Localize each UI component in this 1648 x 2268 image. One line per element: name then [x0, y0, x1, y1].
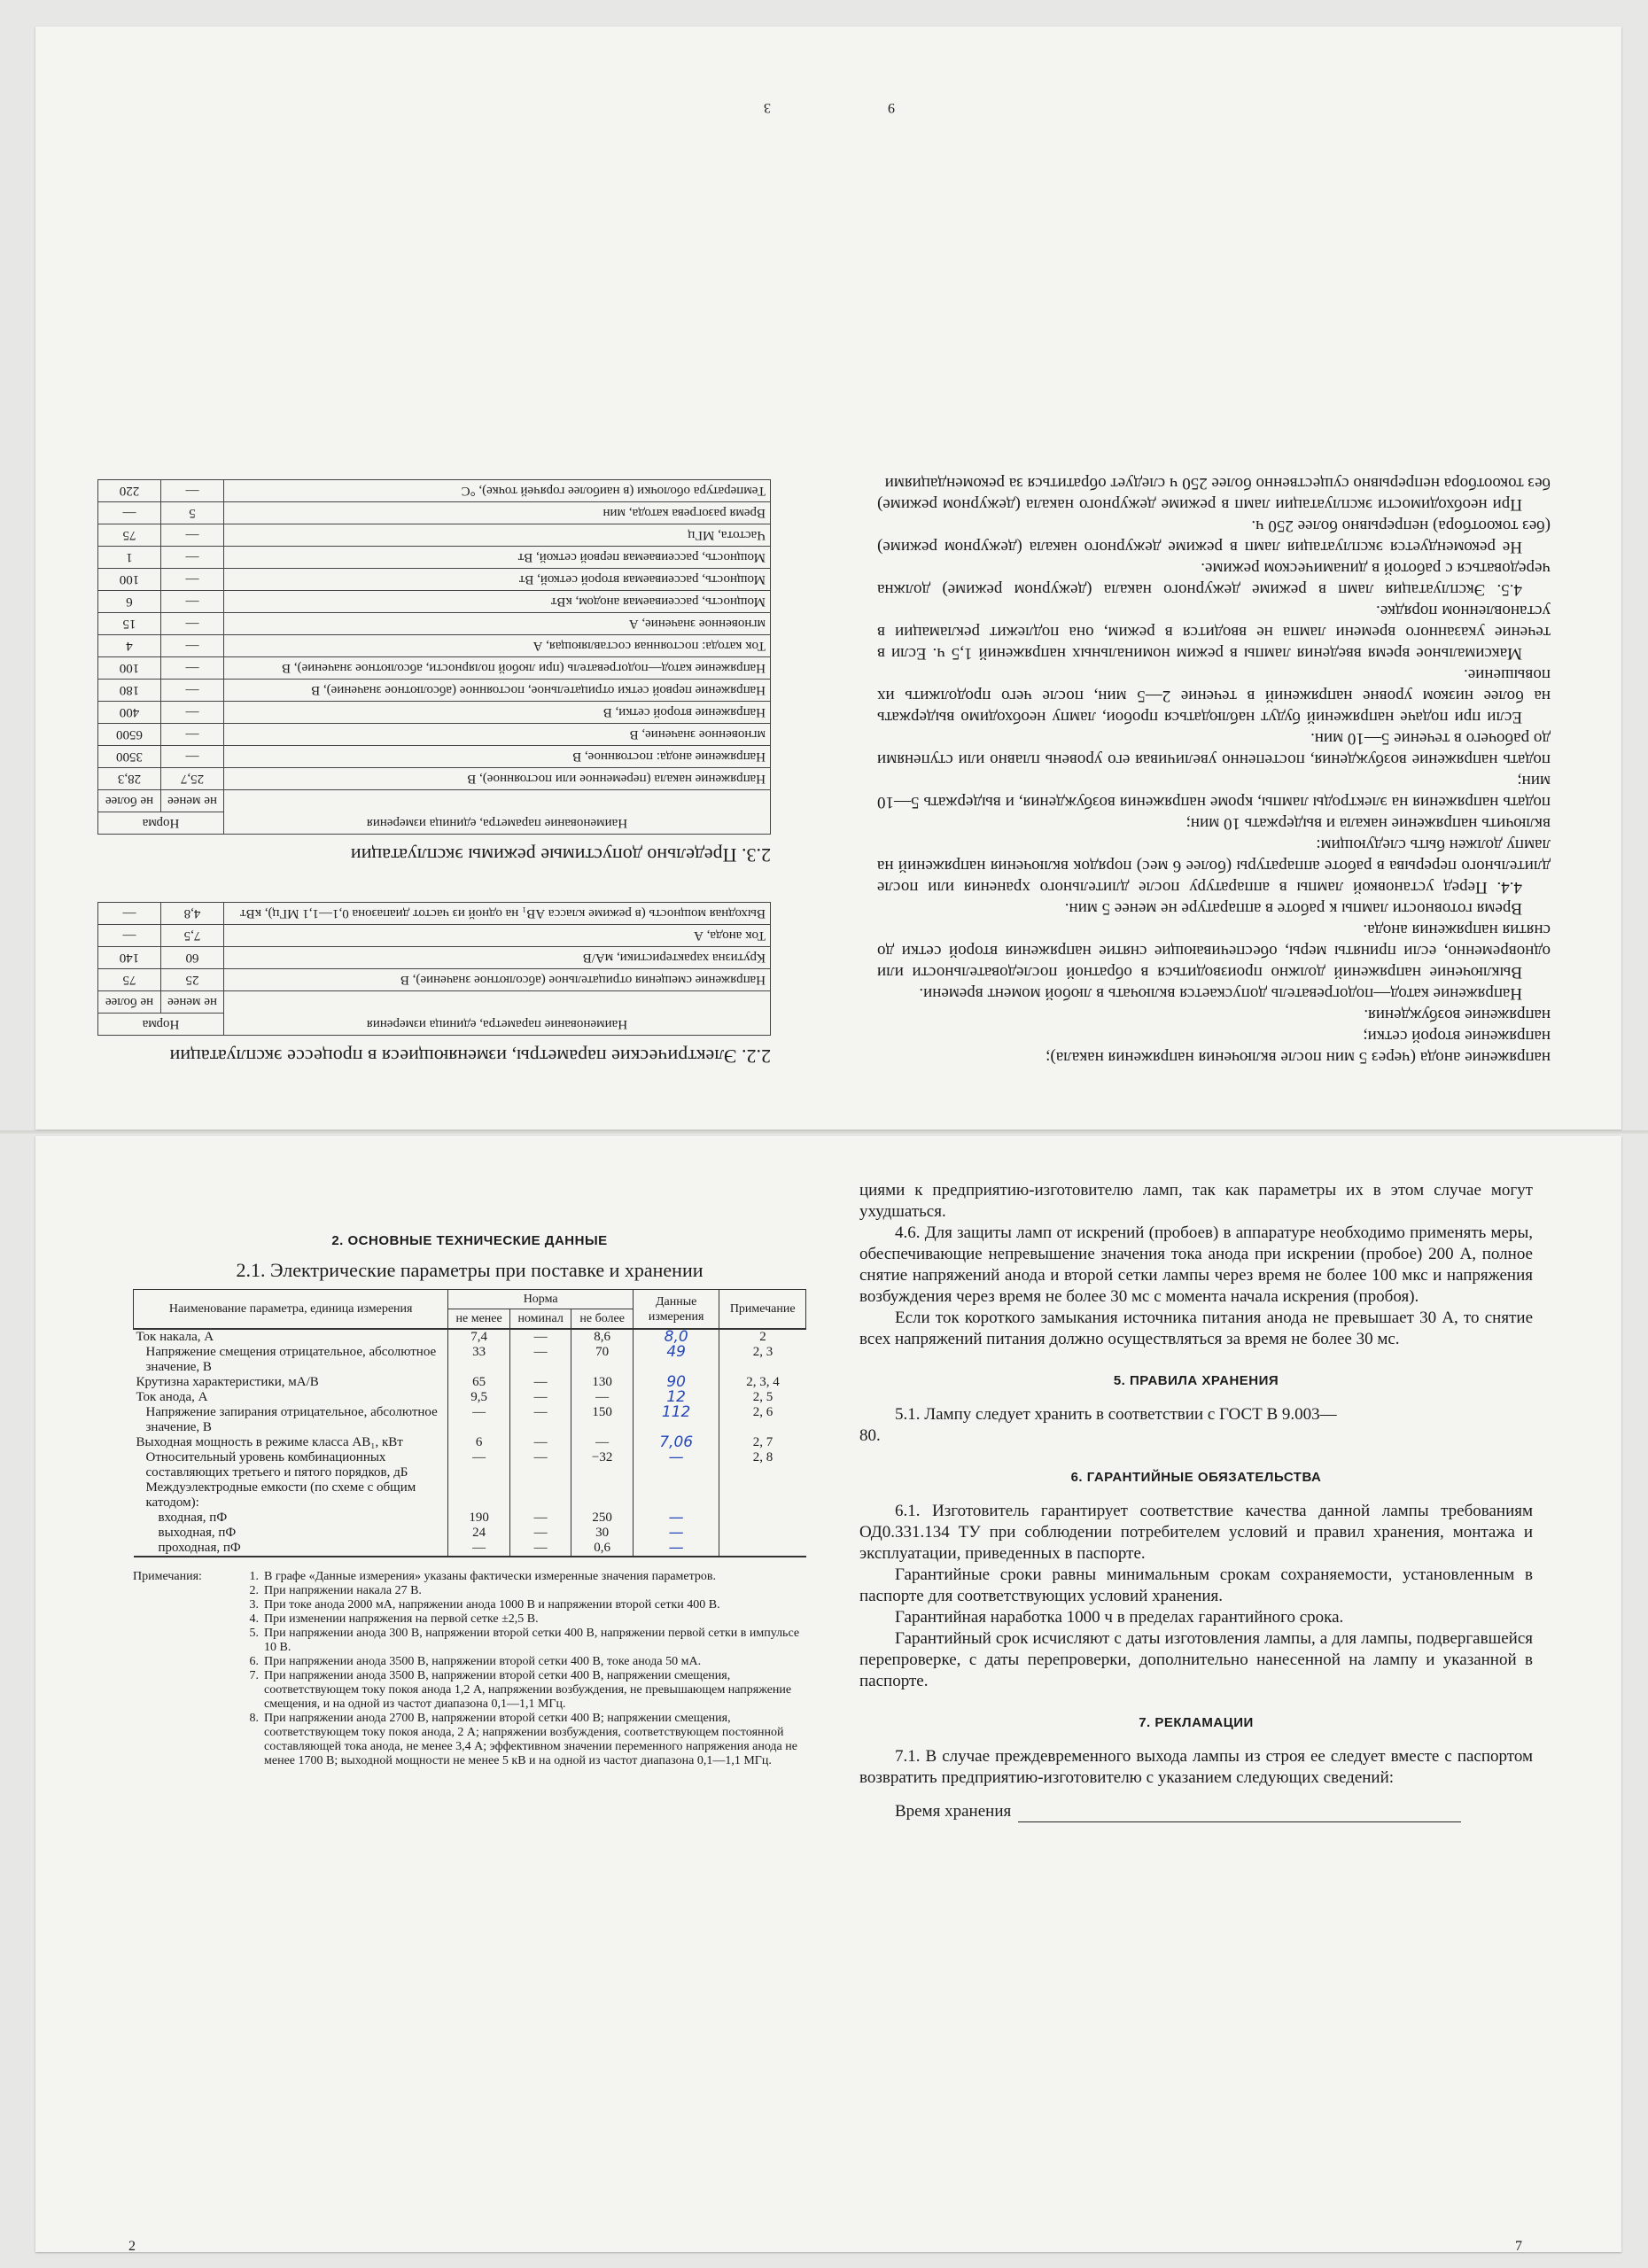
table-row	[98, 591, 771, 613]
value-max: 75	[98, 969, 161, 991]
value-nominal: —	[509, 1511, 571, 1526]
notes-label-spacer	[133, 1598, 239, 1612]
value-max: 220	[98, 480, 161, 502]
notes-block	[133, 1570, 806, 1768]
page-9-paragraph: подать напряжения на электроды лампы, кроме напряжения возбуждения, и выдержать 5—10 мин;	[877, 772, 1551, 812]
value-nominal: —	[509, 1435, 571, 1450]
value-max: 15	[98, 613, 161, 635]
value-max: 1	[98, 547, 161, 569]
section-5-title: 5. ПРАВИЛА ХРАНЕНИЯ	[1113, 1373, 1279, 1388]
measured-value: 8,0	[633, 1329, 719, 1345]
param-name: Ток катода: постоянная составляющая, А	[224, 635, 771, 657]
section-7-title: 7. РЕКЛАМАЦИИ	[1139, 1715, 1254, 1730]
note-number: 7.	[249, 1669, 259, 1682]
page-9-paragraph: Не рекомендуется эксплуатация ламп в режиме дежурного накала (дежурном режиме) (без токоотбора) непрерывно более 250 ч.	[877, 517, 1551, 556]
param-name: Напряжение катод—подогреватель (при любой полярности, абсолютное значение), В	[224, 657, 771, 680]
measured-value: —	[633, 1450, 719, 1480]
note-item	[133, 1584, 806, 1598]
page-9-paragraph: Напряжение катод—подогреватель допускается включать в любой момент времени.	[919, 984, 1522, 1003]
note-item	[133, 1712, 806, 1768]
table-row	[134, 1390, 806, 1405]
note-item	[133, 1570, 806, 1584]
param-name: Напряжение анода: постоянное, В	[224, 746, 771, 768]
note-number: 2.	[249, 1584, 259, 1597]
note-text: При изменении напряжения на первой сетке ±2,5 В.	[264, 1612, 539, 1626]
note-ref: 2	[719, 1329, 806, 1345]
note-item	[133, 1669, 806, 1712]
value-nominal: —	[509, 1390, 571, 1405]
value-min: 4,8	[161, 903, 224, 925]
page-number-3: 3	[764, 100, 771, 115]
value-max: 70	[571, 1345, 634, 1375]
note-item	[133, 1655, 806, 1669]
note-text: При напряжении анода 3500 В, напряжении второй сетки 400 В, токе анода 50 мА.	[264, 1655, 702, 1668]
table-row	[98, 702, 771, 724]
value-min: —	[161, 524, 224, 547]
value-max: —	[571, 1390, 634, 1405]
section-2-3-title: 2.3. Предельно допустимые режимы эксплуатации	[350, 844, 771, 866]
value-nominal: —	[509, 1526, 571, 1541]
param-name: Выходная мощность в режиме класса АВ₁, кВт	[136, 1435, 403, 1449]
table-2-2	[97, 902, 771, 1036]
param-name: мгновенное значение, А	[224, 613, 771, 635]
value-nominal	[509, 1480, 571, 1511]
param-name: Ток накала, А	[134, 1329, 448, 1345]
table-row	[98, 613, 771, 635]
value-max: 6500	[98, 724, 161, 746]
th-max: не более	[98, 991, 161, 1014]
table-row	[134, 1375, 806, 1390]
value-nominal: —	[509, 1345, 571, 1375]
notes-label-spacer	[133, 1612, 239, 1627]
page-number-9: 9	[888, 100, 895, 115]
page-9-paragraph: Максимальное время введения лампы в режим номинальных напряжений 1,5 ч. Если в течение указанного времени лампа не вводится в режим, она подлежит рекламации в установленном порядке.	[877, 602, 1551, 663]
th21-measured: Данные измерения	[633, 1290, 719, 1330]
note-ref: 2, 3	[719, 1345, 806, 1375]
table-row	[134, 1405, 806, 1435]
value-min: —	[161, 547, 224, 569]
note-item	[133, 1598, 806, 1612]
value-min: —	[161, 657, 224, 680]
value-max: 180	[98, 680, 161, 702]
page-9-paragraph: Выключение напряжений должно производиться в обратной последовательности или одновременно, если приняты меры, обеспечивающие снятие напряжения второй сетки до снятия напряжения анода.	[877, 920, 1551, 982]
value-max: 75	[98, 524, 161, 547]
value-max: —	[98, 925, 161, 947]
paragraph-5-1: 5.1. Лампу следует хранить в соответствии с ГОСТ В 9.003—80.	[859, 1405, 1337, 1445]
page-9-paragraph: включить напряжение накала и выдержать 10 мин;	[1185, 814, 1551, 833]
value-max: —	[571, 1435, 634, 1450]
value-nominal: —	[509, 1541, 571, 1557]
param-name: входная, пФ	[158, 1511, 228, 1525]
table-row	[98, 569, 771, 591]
page-9-paragraph: напряжение второй сетки;	[1363, 1027, 1551, 1045]
measured-value: 49	[633, 1345, 719, 1375]
param-name: Время разогрева катода, мин	[224, 502, 771, 524]
note-ref	[719, 1541, 806, 1557]
storage-time-blank	[1018, 1821, 1461, 1822]
value-min: —	[161, 724, 224, 746]
value-max: 30	[571, 1526, 634, 1541]
th-min: не менее	[161, 991, 224, 1014]
value-min: 7,5	[161, 925, 224, 947]
table-row	[134, 1345, 806, 1375]
note-number: 5.	[249, 1627, 259, 1640]
note-text: При напряжении анода 3500 В, напряжении второй сетки 400 В, напряжении смещения, соответствующем току покоя анода 1,2 А, напряжении возбуждения, не превышающем напряжение смещения, и на одной из частот диапазона 0,1—1,1 МГц.	[264, 1669, 792, 1711]
paragraph-7-1: 7.1. В случае преждевременного выхода лампы из строя ее следует вместе с паспортом возвратить предприятию-изготовителю с указанием следующих сведений:	[859, 1747, 1533, 1787]
table-row	[98, 969, 771, 991]
table-row	[134, 1526, 806, 1541]
value-max: 150	[571, 1405, 634, 1435]
th21-note: Примечание	[719, 1290, 806, 1330]
notes-label-spacer	[133, 1669, 239, 1712]
table-row	[134, 1511, 806, 1526]
param-name: Напряжение первой сетки отрицательное, постоянное (абсолютное значение), В	[224, 680, 771, 702]
measured-value: —	[633, 1541, 719, 1557]
value-max: —	[98, 903, 161, 925]
note-ref: 2, 5	[719, 1390, 806, 1405]
page-9-paragraph: подать напряжение возбуждения, постепенно увеличивая его уровень плавно или ступенями до рабочего в течение 5—10 мин.	[877, 729, 1551, 769]
table-row	[98, 925, 771, 947]
table-row	[98, 903, 771, 925]
page-9	[877, 100, 1551, 1068]
paragraph-6-1: 6.1. Изготовитель гарантирует соответствие качества данной лампы требованиям ОД0.331.134 ТУ при соблюдении потребителем условий и правил хранения, монтажа и эксплуатации, приведенных в паспорте.	[859, 1502, 1533, 1563]
th-max-23: не более	[98, 790, 161, 812]
value-min: —	[161, 635, 224, 657]
measured-value: 7,06	[633, 1435, 719, 1450]
value-max: −32	[571, 1450, 634, 1480]
value-min: —	[161, 480, 224, 502]
measured-value: 12	[633, 1390, 719, 1405]
value-max: 100	[98, 569, 161, 591]
table-row	[98, 947, 771, 969]
intro-paragraph: циями к предприятию-изготовителю ламп, так как параметры их в этом случае могут ухудшаться.	[859, 1181, 1533, 1221]
value-min: 5	[161, 502, 224, 524]
note-number: 4.	[249, 1612, 259, 1626]
table-row	[134, 1450, 806, 1480]
table-row	[134, 1435, 806, 1450]
param-name: Мощность, рассеиваемая второй сеткой, Вт	[224, 569, 771, 591]
measured-value	[633, 1480, 719, 1511]
page-9-paragraph: При необходимости эксплуатации ламп в режиме дежурного накала (дежурном режиме) без токоотбора непрерывно существенно более 250 ч следует обратиться за рекомендациями	[877, 474, 1551, 514]
upside-down-spread	[35, 27, 1621, 1130]
param-name: Выходная мощность (в режиме класса АВ₁ на одной из частот диапазона 0,1—1,1 МГц), кВт	[224, 903, 771, 925]
param-name: Напряжение смещения отрицательное, абсолютное значение, В	[145, 1345, 437, 1374]
value-nominal: —	[509, 1329, 571, 1345]
param-name: Температура оболочки (в наиболее горячей точке), °С	[224, 480, 771, 502]
th-norm-23: Норма	[98, 812, 224, 835]
section-2-title: 2. ОСНОВНЫЕ ТЕХНИЧЕСКИЕ ДАННЫЕ	[331, 1233, 608, 1248]
table-row	[134, 1480, 806, 1511]
notes-label-spacer	[133, 1627, 239, 1655]
value-min: —	[448, 1405, 510, 1435]
measured-value: —	[633, 1526, 719, 1541]
value-max: 100	[98, 657, 161, 680]
value-max: 4	[98, 635, 161, 657]
fold-line	[0, 1130, 1648, 1134]
note-ref: 2, 3, 4	[719, 1375, 806, 1390]
page-3	[97, 100, 771, 1068]
page-number-7: 7	[1515, 2239, 1522, 2254]
th21-nom: номинал	[509, 1309, 571, 1330]
th-norm: Норма	[98, 1014, 224, 1036]
section-2-2-title: 2.2. Электрические параметры, изменяющиеся в процессе эксплуатации	[169, 1045, 771, 1068]
value-min: 9,5	[448, 1390, 510, 1405]
note-ref	[719, 1511, 806, 1526]
notes-label: Примечания:	[133, 1570, 202, 1583]
value-max: 400	[98, 702, 161, 724]
note-number: 3.	[249, 1598, 259, 1612]
note-ref: 2, 7	[719, 1435, 806, 1450]
value-min: —	[448, 1450, 510, 1480]
value-nominal: —	[509, 1405, 571, 1435]
notes-label-spacer	[133, 1584, 239, 1598]
table-row	[98, 768, 771, 790]
th-min-23: не менее	[161, 790, 224, 812]
param-name: Относительный уровень комбинационных составляющих третьего и пятого порядков, дБ	[145, 1450, 408, 1480]
section-6-title: 6. ГАРАНТИЙНЫЕ ОБЯЗАТЕЛЬСТВА	[1070, 1470, 1322, 1485]
section-2-1-title: 2.1. Электрические параметры при поставке и хранении	[236, 1259, 704, 1281]
param-name: выходная, пФ	[158, 1526, 237, 1540]
note-text: При токе анода 2000 мА, напряжении анода 1000 В и напряжении второй сетки 400 В.	[264, 1598, 720, 1612]
paragraph-6-2: Гарантийные сроки равны минимальным срокам сохраняемости, установленным в паспорте для соответствующих условий хранения.	[859, 1565, 1533, 1605]
value-max: 140	[98, 947, 161, 969]
table-row	[98, 680, 771, 702]
value-min: —	[161, 569, 224, 591]
paragraph-4-6b: Если ток короткого замыкания источника питания анода не превышает 30 А, то снятие всех напряжений питания должно осуществляться за время не более 30 мс.	[859, 1309, 1533, 1348]
param-name: Крутизна характеристики, мА/В	[224, 947, 771, 969]
value-min: 7,4	[448, 1329, 510, 1345]
table-2-3	[97, 479, 771, 835]
page-9-paragraph: Время готовности лампы к работе в аппаратуре не менее 5 мин.	[1064, 899, 1522, 918]
param-name: Напряжение запирания отрицательное, абсолютное значение, В	[145, 1405, 438, 1434]
note-number: 6.	[249, 1655, 259, 1668]
measured-value: 112	[633, 1405, 719, 1435]
value-min	[448, 1480, 510, 1511]
table-row	[134, 1541, 806, 1557]
table-row	[98, 746, 771, 768]
note-number: 1.	[249, 1570, 259, 1583]
upper-sheet	[35, 27, 1621, 1130]
value-min: 25,7	[161, 768, 224, 790]
th21-norm: Норма	[448, 1290, 634, 1309]
param-name: мгновенное значение, В	[224, 724, 771, 746]
storage-time-label: Время хранения	[895, 1802, 1012, 1821]
page-9-paragraph: напряжение анода (через 5 мин после включения напряжения накала);	[1046, 1048, 1551, 1067]
param-name: Частота, МГц	[224, 524, 771, 547]
param-name: Напряжение накала (переменное или постоянное), В	[224, 768, 771, 790]
measured-value: —	[633, 1511, 719, 1526]
value-max: —	[98, 502, 161, 524]
param-name: Крутизна характеристики, мА/В	[136, 1375, 319, 1389]
value-min: —	[161, 680, 224, 702]
note-ref	[719, 1526, 806, 1541]
param-name: Мощность, рассеиваемая первой сеткой, Вт	[224, 547, 771, 569]
param-name: Напряжение второй сетки, В	[224, 702, 771, 724]
note-number: 8.	[249, 1712, 259, 1725]
value-max: 3500	[98, 746, 161, 768]
value-min: 33	[448, 1345, 510, 1375]
page-9-paragraph: 4.5. Эксплуатация ламп в режиме дежурного накала (дежурном режиме) должна чередоваться с работой в динамическом режиме.	[877, 559, 1551, 599]
note-ref: 2, 8	[719, 1450, 806, 1480]
th-param-23: Наименование параметра, единица измерения	[224, 790, 771, 835]
param-name: Мощность, рассеиваемая анодом, кВт	[224, 591, 771, 613]
value-min: 6	[448, 1435, 510, 1450]
paragraph-6-3: Гарантийная наработка 1000 ч в пределах гарантийного срока.	[895, 1608, 1344, 1627]
page-9-paragraph: Если при подаче напряжений будут наблюдаться пробои, лампу необходимо выдержать на более низком уровне напряжений в течение 2—5 мин, после чего продолжить их повышение.	[877, 665, 1551, 726]
table-row	[98, 635, 771, 657]
value-max: 0,6	[571, 1541, 634, 1557]
value-max: 250	[571, 1511, 634, 1526]
page-number-2: 2	[128, 2239, 136, 2254]
page-9-paragraph: 4.4. Перед установкой лампы в аппаратуру после длительного хранения или после длительного перерыва в работе аппаратуры (более 6 мес) порядок включения напряжений на лампу должен быть следующим:	[877, 835, 1551, 897]
value-max: 6	[98, 591, 161, 613]
table-row	[98, 657, 771, 680]
table-row	[98, 480, 771, 502]
measured-value: 90	[633, 1375, 719, 1390]
note-text: При напряжении анода 2700 В, напряжении второй сетки 400 В; напряжении смещения, соответствующем току покоя анода, 2 А; напряжении возбуждения, соответствующем постоянной составляющей тока анода, не менее 3,4 А; эффективном значении переменного напряжения анода не менее 1700 В; выходной мощности не менее 5 кВ и на одной из частот диапазона 0,1—1,1 МГц.	[264, 1712, 797, 1767]
th21-min: не менее	[448, 1309, 510, 1330]
page-9-text	[877, 472, 1551, 1068]
value-min: —	[448, 1541, 510, 1557]
paragraph-4-6: 4.6. Для защиты ламп от искрений (пробоев) в аппаратуре необходимо применять меры, обеспечивающие непревышение значения тока анода при искрении (пробое) 200 А, полное снятие напряжений анода и второй сетки лампы через время не более 100 мкс и напряжения возбуждения через время не более 30 мс с момента начала искрения (пробоя).	[859, 1223, 1533, 1306]
value-min: —	[161, 746, 224, 768]
notes-label-spacer	[133, 1655, 239, 1669]
value-min: 24	[448, 1526, 510, 1541]
table-row	[98, 724, 771, 746]
note-ref	[719, 1480, 806, 1511]
note-text: В графе «Данные измерения» указаны фактически измеренные значения параметров.	[264, 1570, 717, 1583]
note-item	[133, 1627, 806, 1655]
value-max: 130	[571, 1375, 634, 1390]
value-min: 25	[161, 969, 224, 991]
th-param: Наименование параметра, единица измерения	[224, 991, 771, 1036]
table-row	[98, 524, 771, 547]
th21-max: не более	[571, 1309, 634, 1330]
page-7	[859, 1180, 1533, 2254]
note-text: При напряжении накала 27 В.	[264, 1584, 422, 1597]
value-max: 28,3	[98, 768, 161, 790]
note-ref: 2, 6	[719, 1405, 806, 1435]
paragraph-6-4: Гарантийный срок исчисляют с даты изготовления лампы, а для лампы, подвергавшейся перепроверке, с даты перепроверки, дополнительно нанесенной на лампу и указанной в паспорте.	[859, 1629, 1533, 1690]
table-2-1	[133, 1289, 806, 1557]
param-name: Ток анода, А	[136, 1390, 208, 1404]
value-max: 8,6	[571, 1329, 634, 1345]
page-9-paragraph: напряжение возбуждения.	[1364, 1006, 1551, 1024]
param-name: проходная, пФ	[134, 1541, 448, 1557]
value-min: —	[161, 613, 224, 635]
param-name: Междуэлектродные емкости (по схеме с общим катодом):	[145, 1480, 416, 1510]
note-item	[133, 1612, 806, 1627]
value-min: 190	[448, 1511, 510, 1526]
page-2	[128, 1233, 806, 2254]
lower-sheet	[35, 1136, 1621, 2252]
table-row	[134, 1329, 806, 1345]
value-nominal: —	[509, 1375, 571, 1390]
th21-param: Наименование параметра, единица измерения	[134, 1290, 448, 1330]
storage-time-field	[859, 1801, 1533, 1822]
param-name: Напряжение смещения отрицательное (абсолютное значение), В	[224, 969, 771, 991]
value-nominal: —	[509, 1450, 571, 1480]
notes-label-spacer	[133, 1712, 239, 1768]
table-row	[98, 547, 771, 569]
value-min: —	[161, 702, 224, 724]
note-text: При напряжении анода 300 В, напряжении второй сетки 400 В, напряжении первой сетки в импульсе 10 В.	[264, 1627, 800, 1654]
value-min: —	[161, 591, 224, 613]
table-row	[98, 502, 771, 524]
value-min: 60	[161, 947, 224, 969]
value-min: 65	[448, 1375, 510, 1390]
param-name: Ток анода, А	[224, 925, 771, 947]
value-max	[571, 1480, 634, 1511]
